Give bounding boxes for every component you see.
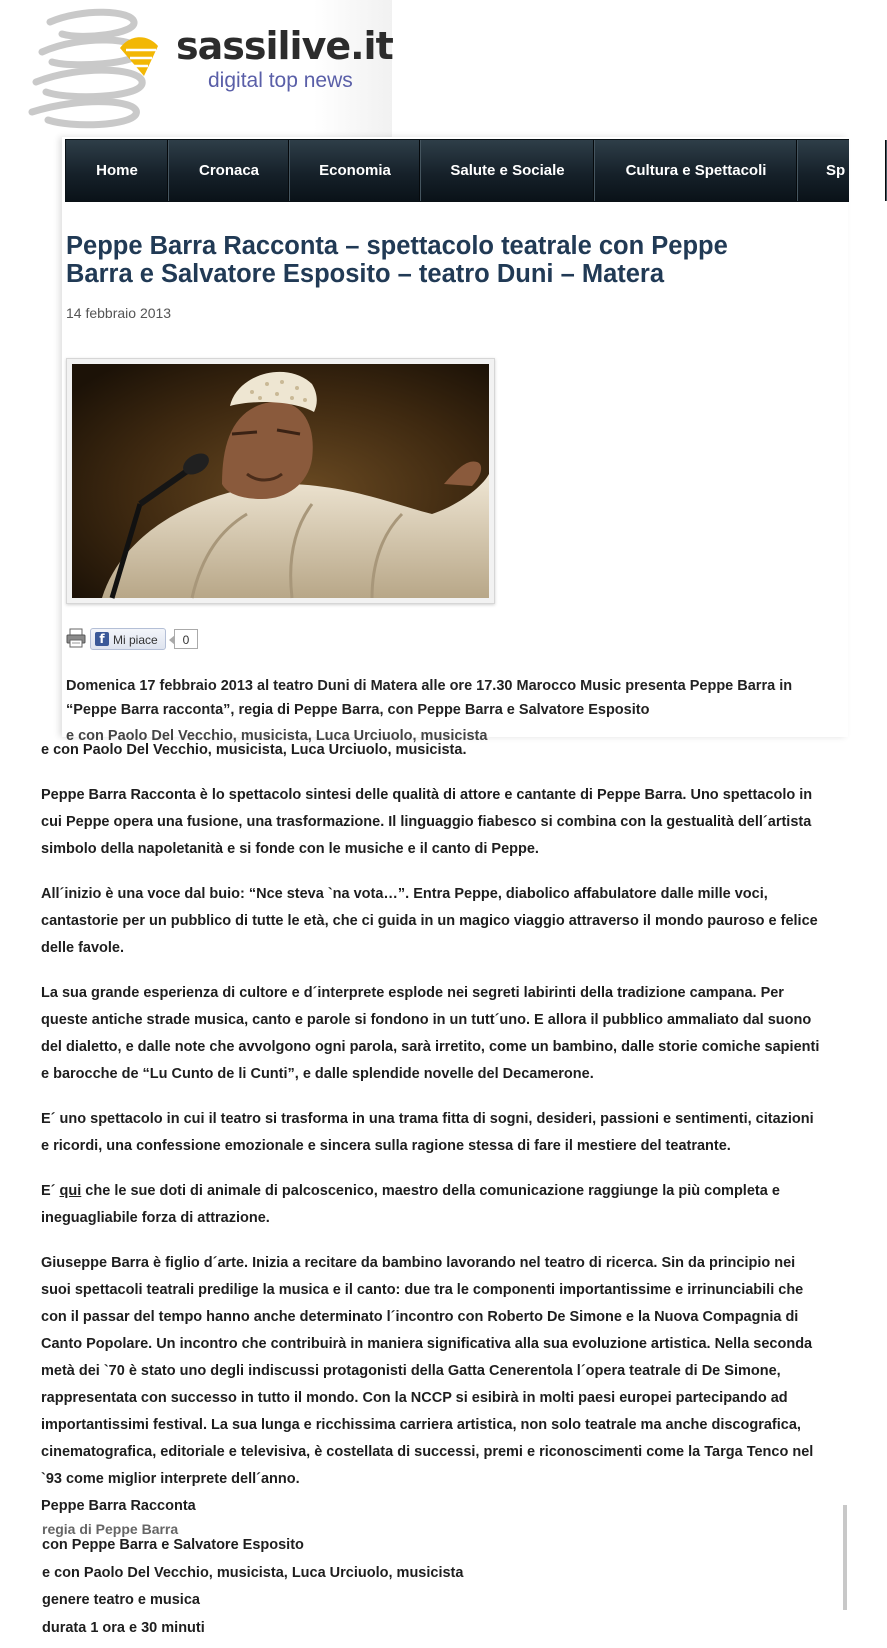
- body-paragraph-5-start: E´: [41, 1183, 60, 1199]
- facebook-like-button[interactable]: [90, 628, 166, 650]
- article-title: Peppe Barra Racconta – spettacolo teatrale con Peppe Barra e Salvatore Esposito – teatro Duni – Matera: [66, 232, 728, 288]
- lead-line-cut: [66, 724, 836, 733]
- main-nav: [65, 139, 849, 202]
- site-header: [0, 0, 392, 137]
- sassi-logo-swirl-icon[interactable]: [22, 4, 172, 132]
- info-line: durata 1 ora e 30 minuti: [42, 1619, 205, 1636]
- nav-item-home[interactable]: Home: [66, 140, 169, 201]
- body-line-0: e con Paolo Del Vecchio, musicista, Luca Urciuolo, musicista.: [41, 742, 467, 758]
- nav-item-salute-e-sociale[interactable]: Salute e Sociale: [421, 140, 595, 201]
- qui-link[interactable]: qui: [59, 1183, 82, 1199]
- body-paragraph-4: E´ uno spettacolo in cui il teatro si trasforma in una trama fitta di sogni, desideri, passioni e sentimenti, citazioni e ricordi, una confessione emozionale e sincera sulla ragione stessa di fare il mestiere del teatrante.: [41, 1111, 814, 1154]
- facebook-icon: f: [95, 632, 109, 646]
- info-line-cut: regia di Peppe Barra: [42, 1521, 179, 1537]
- body-paragraph-3: La sua grande esperienza di cultore e d´interprete esplode nei segreti labirinti della tradizione campana. Per queste antiche strade musica, canto e parole si fondono in un tutt´uno. E allora il pubblico ammaliato dal suono del dialetto, e dalle note che avvolgono ogni parola, sarà irretito, come un bambino, dalle storie comiche sapienti e barocche de “Lu Cunto de li Cunti”, e dalle splendide novelle del Decamerone.: [41, 985, 820, 1082]
- site-name[interactable]: sassilive.it: [176, 24, 393, 68]
- body-paragraph-5: [41, 1178, 821, 1232]
- body-paragraph-5-end: che le sue doti di animale di palcoscenico, maestro della comunicazione raggiunge la più completa e ineguagliabile forza di attrazione.: [41, 1183, 780, 1226]
- article-image-frame: [66, 358, 495, 604]
- nav-item-economia[interactable]: Economia: [290, 140, 421, 201]
- nav-item-sport[interactable]: Sp: [798, 140, 887, 201]
- body-paragraph-2: All´inizio è una voce dal buio: “Nce steva `na vota…”. Entra Peppe, diabolico affabulatore dalle mille voci, cantastorie per un pubblico di tutte le età, che ci guida in un magico viaggio attraverso il mondo pauroso e felice delle favole.: [41, 886, 818, 956]
- article-photo[interactable]: [72, 364, 489, 598]
- lead-line-2: “Peppe Barra racconta”, regia di Peppe Barra, con Peppe Barra e Salvatore Esposito: [66, 702, 650, 718]
- article-body: [41, 737, 821, 1520]
- like-label: Mi piace: [113, 633, 158, 647]
- nav-item-cronaca[interactable]: Cronaca: [169, 140, 290, 201]
- info-line: genere teatro e musica: [42, 1592, 200, 1608]
- site-tagline: digital top news: [208, 69, 353, 92]
- printer-icon[interactable]: [66, 628, 86, 648]
- info-line: con Peppe Barra e Salvatore Esposito: [42, 1537, 304, 1553]
- article-date: 14 febbraio 2013: [66, 305, 172, 321]
- show-info: [42, 1532, 542, 1642]
- body-paragraph-1: Peppe Barra Racconta è lo spettacolo sintesi delle qualità di attore e cantante di Peppe Barra. Uno spettacolo in cui Peppe opera una fusione, una trasformazione. Il linguaggio fiabesco si combina con la gestualità dell´artista simbolo della napoletanità e si fonde con le musiche e il canto di Peppe.: [41, 787, 813, 857]
- lead-line-1: Domenica 17 febbraio 2013 al teatro Duni di Matera alle ore 17.30 Marocco Music presenta Peppe Barra in: [66, 678, 793, 694]
- like-count: 0: [174, 629, 198, 649]
- info-line: e con Paolo Del Vecchio, musicista, Luca Urciuolo, musicista: [42, 1564, 464, 1581]
- body-paragraph-6: Giuseppe Barra è figlio d´arte. Inizia a recitare da bambino lavorando nel teatro di ricerca. Sin da principio nei suoi spettacoli teatrali predilige la musica e il canto: due tra le componenti importantissime e irrinunciabili che con il passar del tempo hanno anche determinato l´incontro con Roberto De Simone e la Nuova Compagnia di Canto Popolare. Un incontro che contribuirà in maniera significativa alla sua evoluzione artistica. Nella seconda metà dei `70 è stato uno degli indiscussi protagonisti della Gatta Cenerentola l´opera teatrale di De Simone, rappresentata con successo in tutto il mondo. Con la NCCP si esibirà in molti paesi europei partecipando ad importantissimi festival. La sua lunga e ricchissima carriera artistica, non solo teatrale ma anche discografica, cinematografica, editoriale e televisiva, è costellata di successi, premi e riconoscimenti come la Targa Tenco nel `93 come miglior interprete dell´anno.: [41, 1255, 814, 1487]
- info-title: Peppe Barra Racconta: [41, 1498, 196, 1514]
- nav-item-cultura-e-spettacoli[interactable]: Cultura e Spettacoli: [595, 140, 798, 201]
- scrollbar-edge[interactable]: [843, 1505, 847, 1610]
